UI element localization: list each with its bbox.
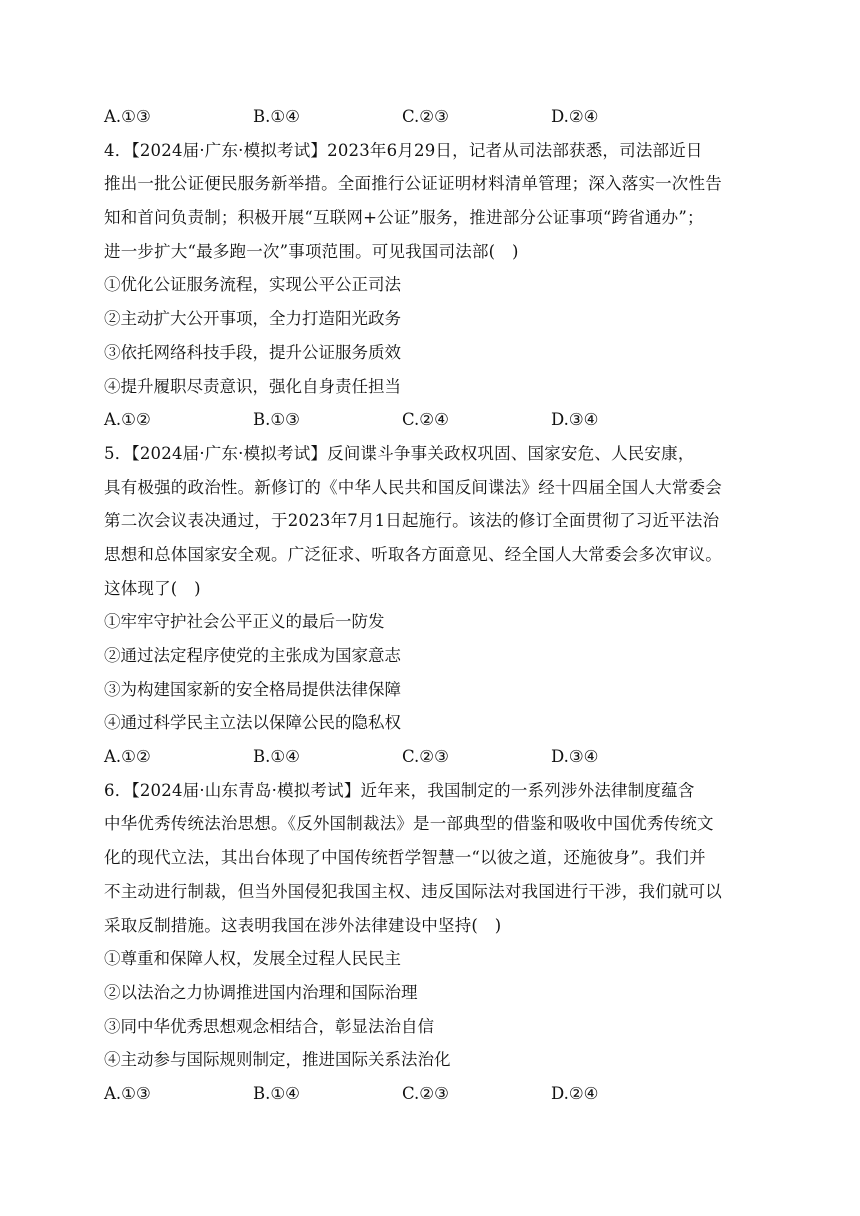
q5-option-b[interactable]: B.①④ [253, 747, 300, 767]
q6-statement-2: ②以法治之力协调推进国内治理和国际治理 [104, 982, 418, 1002]
q6-option-c[interactable]: C.②③ [402, 1083, 449, 1103]
q6-stem-line: 不主动进行制裁，但当外国侵犯我国主权、违反国际法对我国进行干涉，我们就可以 [104, 881, 722, 901]
q4-statements [104, 268, 764, 403]
q5-statement-4: ④通过科学民主立法以保障公民的隐私权 [104, 713, 401, 733]
q4-stem-line: 进一步扩大“最多跑一次”事项范围。可见我国司法部( ) [104, 241, 519, 261]
q6-option-d[interactable]: D.②④ [551, 1083, 599, 1103]
q6-statement-1: ①尊重和保障人权，发展全过程人民民主 [104, 949, 401, 969]
q6-options [104, 1077, 764, 1111]
q6-stem-line: 化的现代立法，其出台体现了中国传统哲学智慧一“以彼之道，还施彼身”。我们并 [104, 848, 706, 868]
q3-option-a[interactable]: A.①③ [104, 107, 151, 126]
q6-option-a[interactable]: A.①③ [104, 1083, 151, 1103]
q6-option-b[interactable]: B.①④ [253, 1083, 300, 1103]
q5-statement-3: ③为构建国家新的安全格局提供法律保障 [104, 679, 401, 699]
q3-options [104, 100, 764, 134]
q5-stem [104, 437, 764, 605]
q4-option-b[interactable]: B.①③ [253, 410, 300, 430]
q3-option-b[interactable]: B.①④ [253, 107, 300, 126]
q4-stem-line: 推出一批公证便民服务新举措。全面推行公证证明材料清单管理；深入落实一次性告 [104, 174, 722, 194]
q5-option-c[interactable]: C.②③ [402, 747, 449, 767]
q5-stem-line: 这体现了( ) [104, 578, 201, 598]
q4-statement-4: ④提升履职尽责意识，强化自身责任担当 [104, 376, 401, 396]
q4-stem-line: 知和首问负责制；积极开展“互联网+公证”服务，推进部分公证事项“跨省通办”； [104, 208, 704, 228]
q4-option-a[interactable]: A.①② [104, 410, 151, 430]
q5-options [104, 740, 764, 774]
q4-statement-2: ②主动扩大公开事项，全力打造阳光政务 [104, 309, 401, 329]
q5-option-d[interactable]: D.③④ [551, 747, 599, 767]
q6-stem-line: 中华优秀传统法治思想。《反外国制裁法》是一部典型的借鉴和吸收中国优秀传统文 [104, 814, 714, 834]
q6-stem-line: 采取反制措施。这表明我国在涉外法律建设中坚持( ) [104, 915, 502, 935]
q6-statement-4: ④主动参与国际规则制定，推进国际关系法治化 [104, 1050, 451, 1070]
q5-stem-line: 具有极强的政治性。新修订的《中华人民共和国反间谍法》经十四届全国人大常委会 [104, 477, 722, 497]
q5-stem-line: 思想和总体国家安全观。广泛征求、听取各方面意见、经全国人大常委会多次审议。 [104, 544, 722, 564]
q4-statement-1: ①优化公证服务流程，实现公平公正司法 [104, 275, 401, 295]
q3-option-c[interactable]: C.②③ [402, 107, 449, 126]
q4-statement-3: ③依托网络科技手段，提升公证服务质效 [104, 342, 401, 362]
q5-stem-line: 第二次会议表决通过，于2023年7月1日起施行。该法的修订全面贯彻了习近平法治 [104, 511, 720, 531]
q4-stem-line: 4．【2024届·广东·模拟考试】2023年6月29日，记者从司法部获悉，司法部近日 [104, 140, 703, 160]
q4-options [104, 403, 764, 437]
q5-option-a[interactable]: A.①② [104, 747, 151, 767]
q6-stem-line: 6．【2024届·山东青岛·模拟考试】近年来，我国制定的一系列涉外法律制度蕴含 [104, 780, 695, 800]
q6-statements [104, 942, 764, 1077]
q6-statement-3: ③同中华优秀思想观念相结合，彰显法治自信 [104, 1016, 434, 1036]
q6-stem [104, 774, 764, 942]
q4-option-c[interactable]: C.②④ [402, 410, 449, 430]
q4-option-d[interactable]: D.③④ [551, 410, 599, 430]
q5-statement-1: ①牢牢守护社会公平正义的最后一防发 [104, 612, 385, 632]
exam-page [104, 100, 764, 1111]
q3-option-d[interactable]: D.②④ [551, 107, 599, 126]
q5-stem-line: 5．【2024届·广东·模拟考试】反间谍斗争事关政权巩固、国家安危、人民安康， [104, 443, 695, 463]
q4-stem [104, 134, 764, 269]
q5-statement-2: ②通过法定程序使党的主张成为国家意志 [104, 646, 401, 665]
q5-statements [104, 605, 764, 740]
